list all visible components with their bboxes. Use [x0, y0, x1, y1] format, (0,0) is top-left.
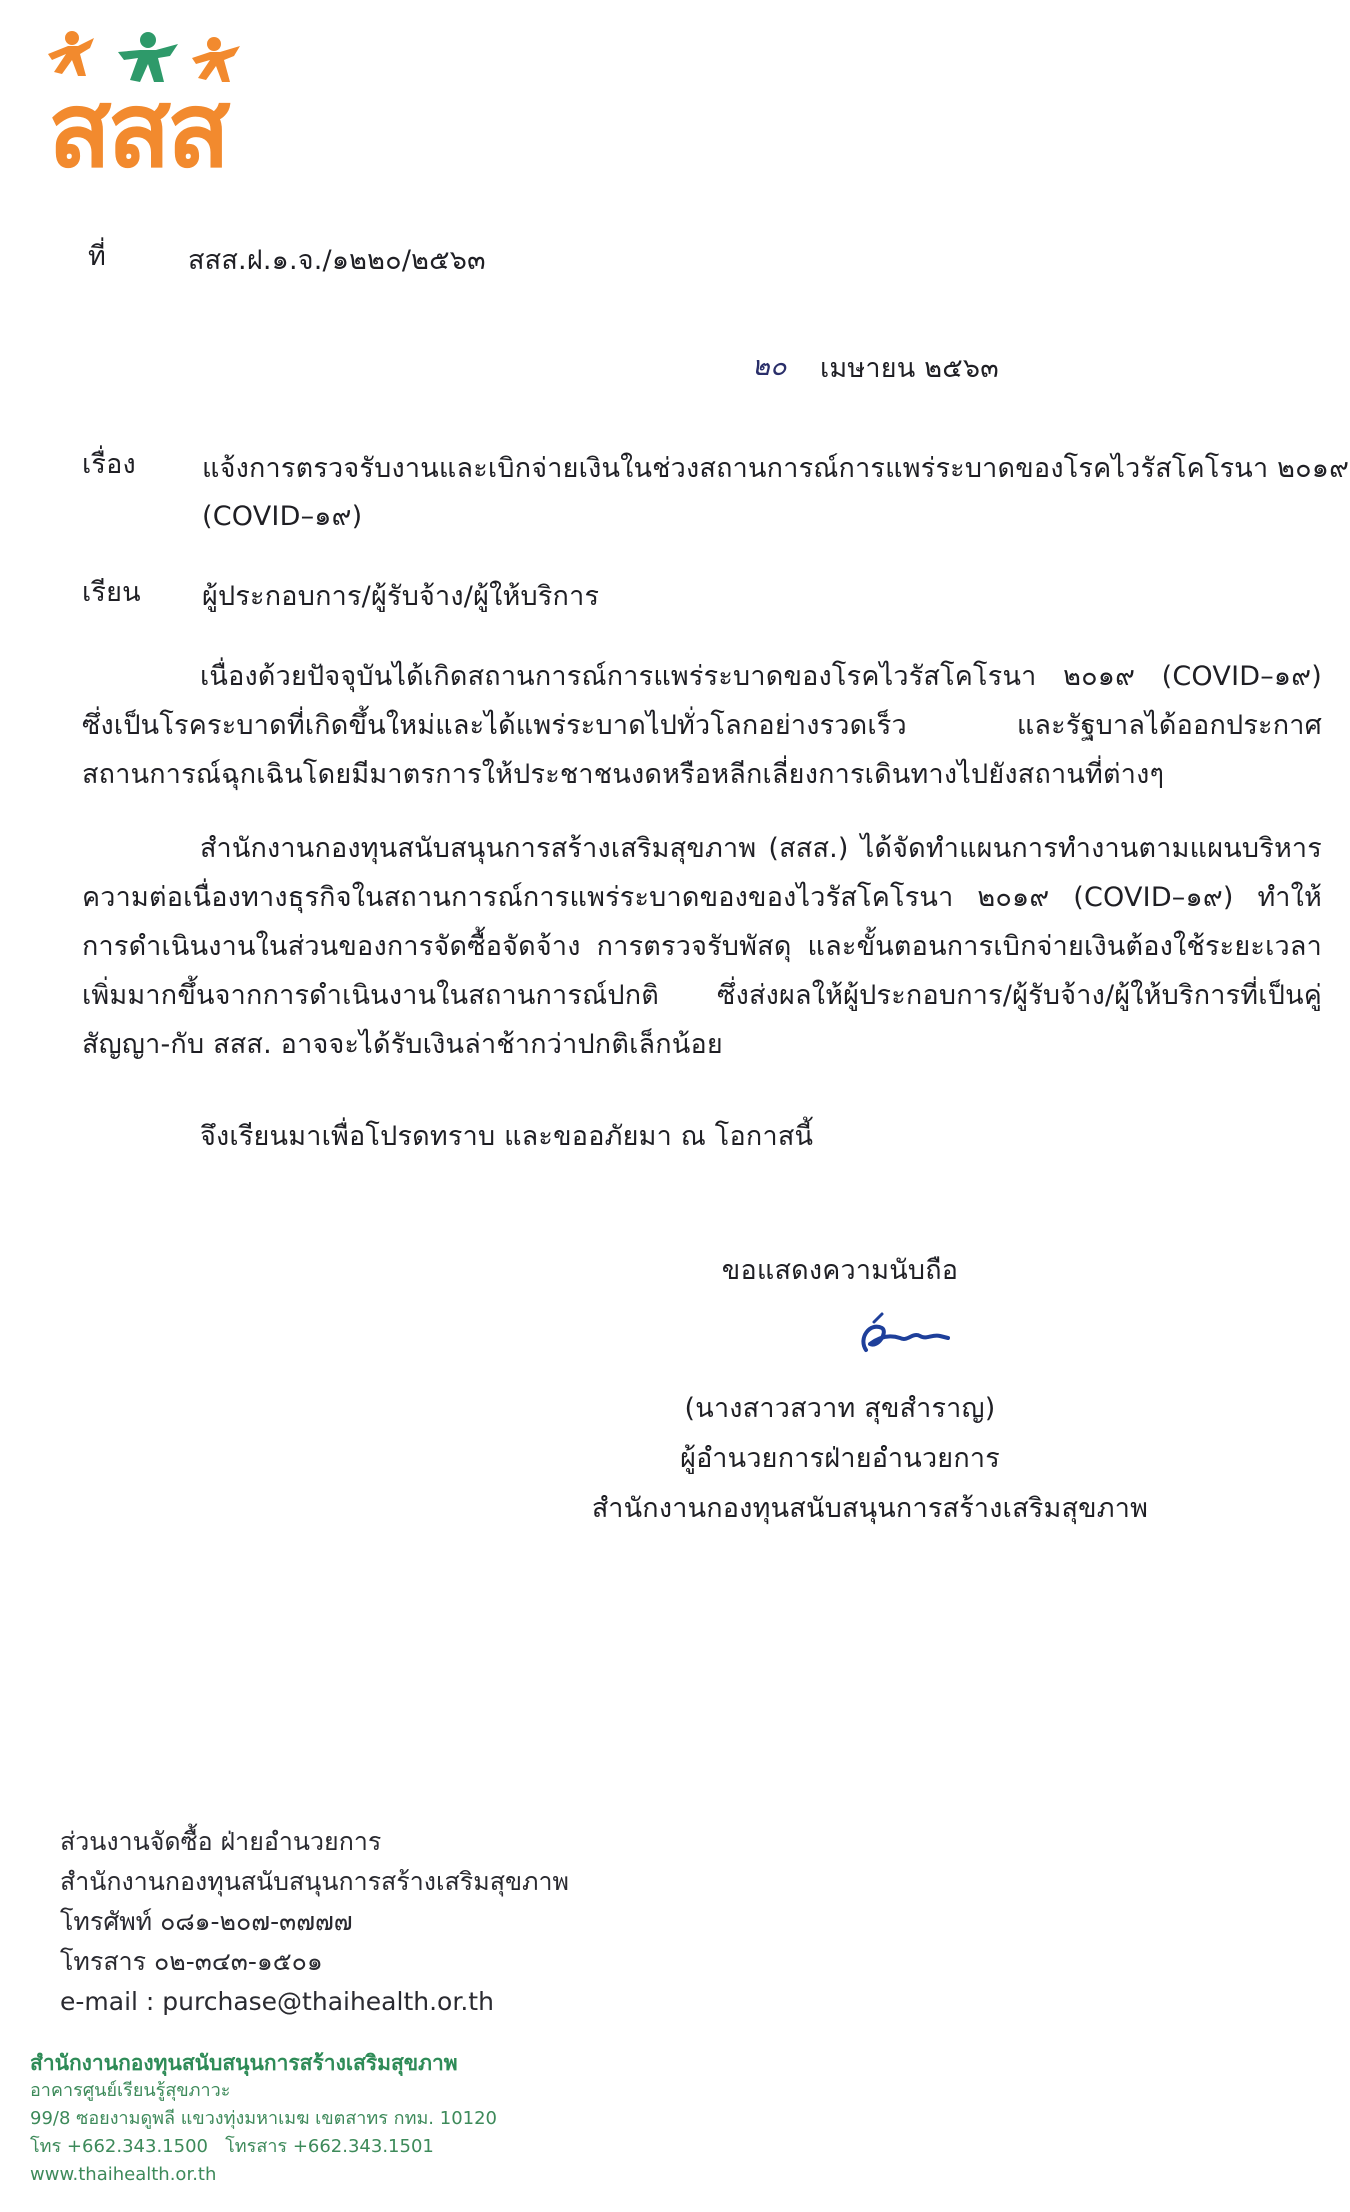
footer-phones: โทร +662.343.1500 โทรสาร +662.343.1501 [30, 2136, 434, 2157]
thaihealth-logo [44, 30, 304, 198]
subject-line-1: แจ้งการตรวจรับงานและเบิกจ่ายเงินในช่วงสถานการณ์การแพร่ระบาดของโรคไวรัสโคโรนา ๒๐๑๙ [202, 453, 1350, 484]
contact-fax: โทรสาร ๐๒-๓๔๓-๑๕๐๑ [60, 1947, 323, 1976]
signer-name: (นางสาวสวาท สุขสำราญ) [684, 1393, 996, 1424]
body-paragraph-2: สำนักงานกองทุนสนับสนุนการสร้างเสริมสุขภาพ (สสส.) ได้จัดทำแผนการทำงานตามแผนบริหารความต่อเนื่องทางธุรกิจในสถานการณ์การแพร่ระบาดของของไวรัสโคโรนา ๒๐๑๙ (COVID–๑๙) ทำให้การดำเนินงานในส่วนของการจัดซื้อจัดจ้าง การตรวจรับพัสดุ และขั้นตอนการเบิกจ่ายเงินต้องใช้ระยะเวลาเพิ่มมากขึ้นจากการดำเนินงานในสถานการณ์ปกติ ซึ่งส่งผลให้ผู้ประกอบการ/ผู้รับจ้าง/ผู้ให้บริการที่เป็นคู่สัญญา-กับ สสส. อาจจะได้รับเงินล่าช้ากว่าปกติเล็กน้อย [82, 833, 1322, 1060]
logo-wordmark: สสส [48, 69, 227, 191]
ref-label: ที่ [88, 241, 106, 272]
ref-number: สสส.ฝ.๑.จ./๑๒๒๐/๒๕๖๓ [188, 245, 486, 276]
subject-line-2: (COVID–๑๙) [202, 501, 363, 532]
contact-phone: โทรศัพท์ ๐๘๑-๒๐๗-๓๗๗๗ [60, 1907, 353, 1936]
date-month-year: เมษายน ๒๕๖๓ [820, 353, 999, 384]
subject-label: เรื่อง [82, 449, 136, 480]
footer-address: 99/8 ซอยงามดูพลี แขวงทุ่งมหาเมฆ เขตสาทร กทม. 10120 [30, 2108, 498, 2129]
salutation-label: เรียน [82, 577, 141, 608]
signer-organization: สำนักงานกองทุนสนับสนุนการสร้างเสริมสุขภาพ [591, 1493, 1149, 1524]
signature [848, 1308, 958, 1364]
closing-regards: ขอแสดงความนับถือ [721, 1255, 959, 1286]
footer-website: www.thaihealth.or.th [30, 2164, 217, 2185]
contact-department: ส่วนงานจัดซื้อ ฝ่ายอำนวยการ [60, 1827, 382, 1856]
contact-organization: สำนักงานกองทุนสนับสนุนการสร้างเสริมสุขภาพ [60, 1867, 570, 1896]
salutation-recipient: ผู้ประกอบการ/ผู้รับจ้าง/ผู้ให้บริการ [202, 581, 600, 612]
signer-position: ผู้อำนวยการฝ่ายอำนวยการ [680, 1443, 1000, 1474]
footer-org-name: สำนักงานกองทุนสนับสนุนการสร้างเสริมสุขภาพ [30, 2051, 458, 2075]
date-day: ๒๐ [752, 351, 787, 382]
body-paragraph-3: จึงเรียนมาเพื่อโปรดทราบ และขออภัยมา ณ โอกาสนี้ [200, 1121, 814, 1152]
footer-building: อาคารศูนย์เรียนรู้สุขภาวะ [30, 2080, 231, 2101]
contact-email: e-mail : purchase@thaihealth.or.th [60, 1987, 494, 2016]
body-paragraph-1: เนื่องด้วยปัจจุบันได้เกิดสถานการณ์การแพร่ระบาดของโรคไวรัสโคโรนา ๒๐๑๙ (COVID–๑๙) ซึ่งเป็นโรคระบาดที่เกิดขึ้นใหม่และได้แพร่ระบาดไปทั่วโลกอย่างรวดเร็ว และรัฐบาลได้ออกประกาศสถานการณ์ฉุกเฉินโดยมีมาตรการให้ประชาชนงดหรือหลีกเลี่ยงการเดินทางไปยังสถานที่ต่างๆ [82, 661, 1322, 790]
